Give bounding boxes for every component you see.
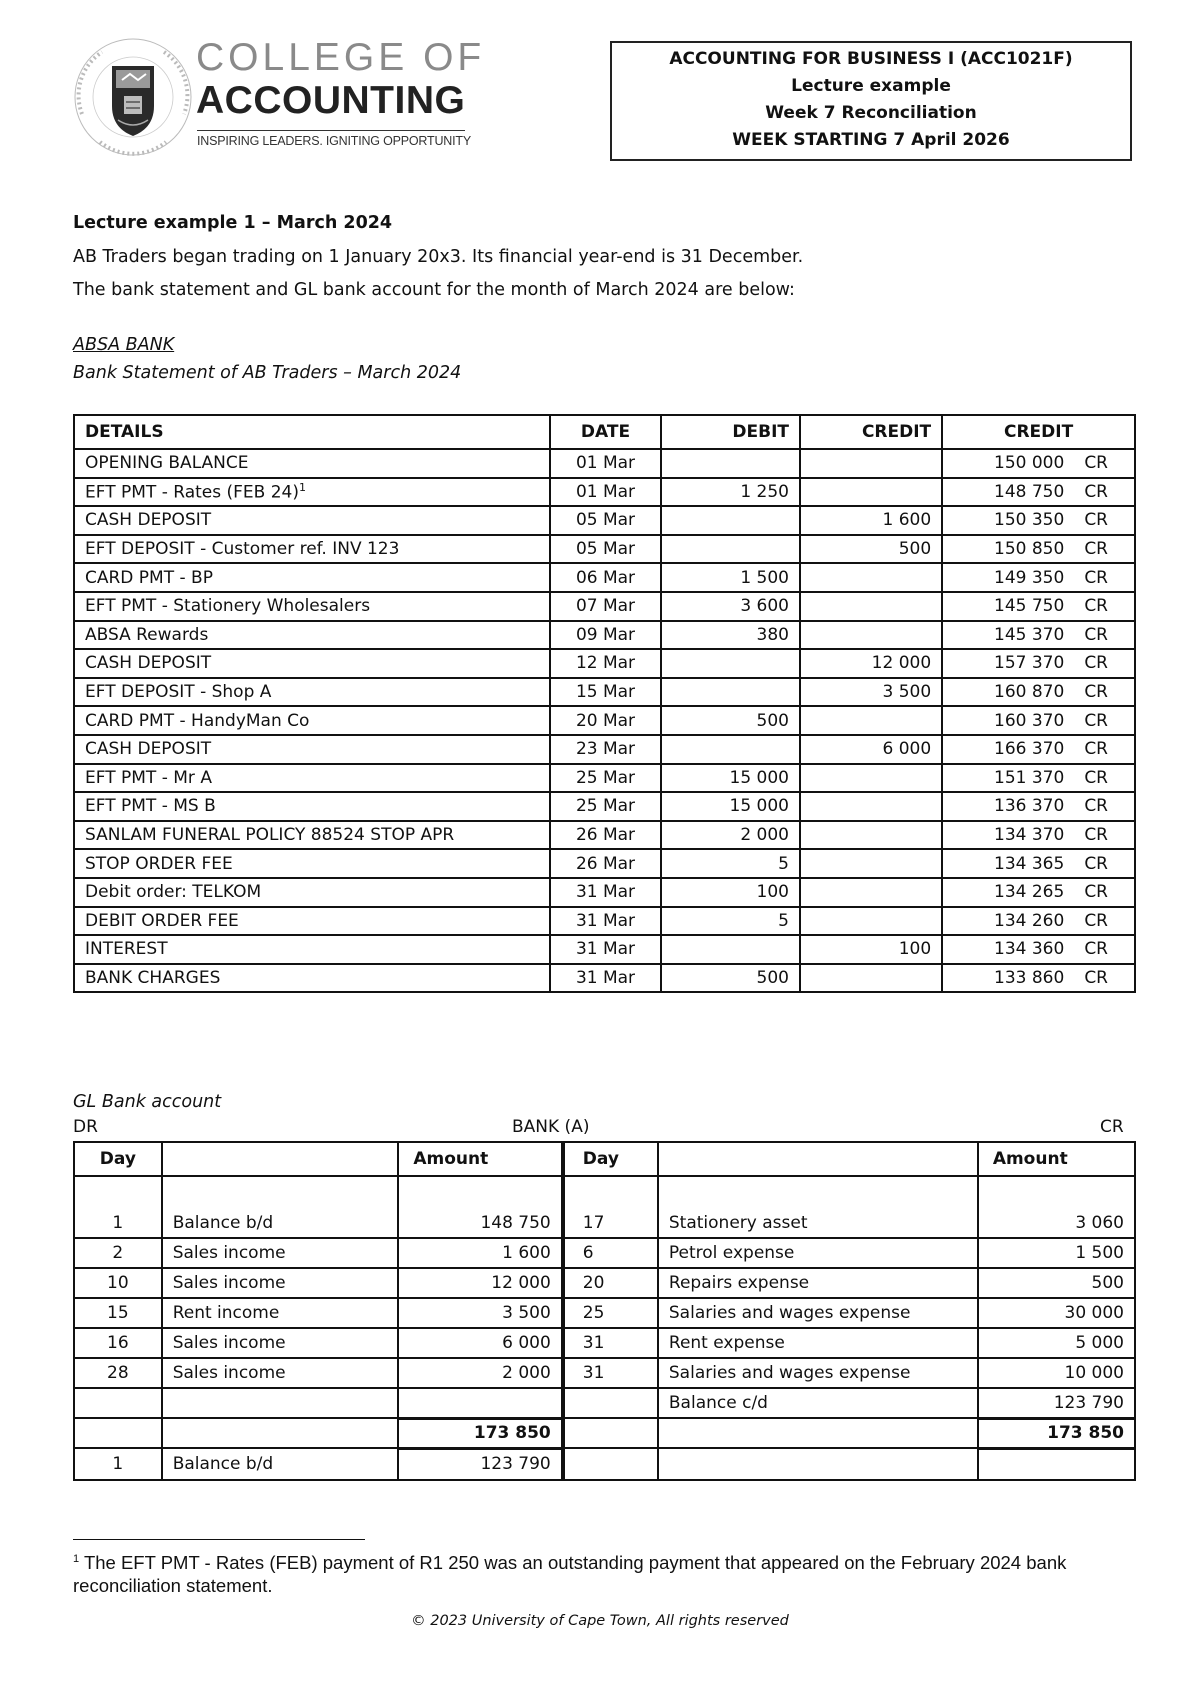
balance-cell xyxy=(942,764,1135,793)
details-text: BANK CHARGES xyxy=(85,967,221,988)
details-text: CASH DEPOSIT xyxy=(85,653,212,674)
date-cell: 26 Mar xyxy=(550,821,660,850)
table-row xyxy=(74,821,1135,850)
gl-amount-right: 3 060 xyxy=(978,1176,1135,1238)
gl-desc-right: Stationery asset xyxy=(658,1176,978,1238)
copyright: © 2023 University of Cape Town, All rights reserved xyxy=(411,1613,789,1629)
credit-cell xyxy=(800,792,942,821)
date-cell: 06 Mar xyxy=(550,563,660,592)
gl-row xyxy=(74,1358,1135,1388)
gl-day-right xyxy=(563,1388,658,1418)
gl-closing-day: 1 xyxy=(74,1448,162,1480)
week-start: WEEK STARTING 7 April 2026 xyxy=(732,130,1010,150)
balance-amount: 134 370 xyxy=(994,825,1065,846)
gl-desc-right: Petrol expense xyxy=(658,1238,978,1268)
details-cell xyxy=(74,735,550,764)
gl-row xyxy=(74,1268,1135,1298)
date-cell: 12 Mar xyxy=(550,649,660,678)
table-row xyxy=(74,621,1135,650)
table-row xyxy=(74,907,1135,936)
balance-cell xyxy=(942,935,1135,964)
balance-type: CR xyxy=(1084,939,1108,960)
debit-cell: 5 xyxy=(661,849,800,878)
credit-cell xyxy=(800,449,942,478)
gl-total-row xyxy=(74,1418,1135,1448)
details-cell xyxy=(74,506,550,535)
credit-cell: 100 xyxy=(800,935,942,964)
debit-cell: 100 xyxy=(661,878,800,907)
credit-cell xyxy=(800,478,942,507)
credit-cell xyxy=(800,849,942,878)
date-cell: 05 Mar xyxy=(550,535,660,564)
logo-divider xyxy=(197,130,465,131)
footnote-text: The EFT PMT - Rates (FEB) payment of R1 250 was an outstanding payment that appeared on the February 2024 bank reconciliation statement. xyxy=(73,1552,1067,1597)
gl-desc-right: Salaries and wages expense xyxy=(658,1358,978,1388)
credit-cell xyxy=(800,592,942,621)
table-row xyxy=(74,792,1135,821)
balance-type: CR xyxy=(1084,853,1108,874)
gl-col-day-right: Day xyxy=(563,1142,658,1176)
gl-day-right: 20 xyxy=(563,1268,658,1298)
details-cell xyxy=(74,592,550,621)
credit-cell xyxy=(800,563,942,592)
gl-amount-left: 3 500 xyxy=(398,1298,562,1328)
bank-statement-table xyxy=(73,414,1136,993)
balance-type: CR xyxy=(1084,710,1108,731)
credit-cell xyxy=(800,706,942,735)
details-cell xyxy=(74,449,550,478)
balance-amount: 134 265 xyxy=(994,882,1065,903)
balance-type: CR xyxy=(1084,539,1108,560)
gl-amount-right: 1 500 xyxy=(978,1238,1135,1268)
balance-amount: 133 860 xyxy=(994,967,1065,988)
balance-type: CR xyxy=(1084,796,1108,817)
details-text: OPENING BALANCE xyxy=(85,453,249,474)
date-cell: 07 Mar xyxy=(550,592,660,621)
table-row xyxy=(74,563,1135,592)
balance-amount: 150 350 xyxy=(994,510,1065,531)
date-cell: 01 Mar xyxy=(550,449,660,478)
balance-amount: 136 370 xyxy=(994,796,1065,817)
credit-cell xyxy=(800,964,942,993)
gl-amount-right: 10 000 xyxy=(978,1358,1135,1388)
bank-name: ABSA BANK xyxy=(73,335,175,355)
balance-amount: 157 370 xyxy=(994,653,1065,674)
date-cell: 20 Mar xyxy=(550,706,660,735)
debit-cell xyxy=(661,678,800,707)
gl-row xyxy=(74,1388,1135,1418)
balance-amount: 160 870 xyxy=(994,682,1065,703)
debit-cell xyxy=(661,735,800,764)
gl-day-left: 10 xyxy=(74,1268,162,1298)
debit-cell: 1 500 xyxy=(661,563,800,592)
gl-row xyxy=(74,1298,1135,1328)
balance-type: CR xyxy=(1084,624,1108,645)
details-cell xyxy=(74,964,550,993)
gl-title: GL Bank account xyxy=(73,1092,222,1112)
balance-type: CR xyxy=(1084,510,1108,531)
table-row xyxy=(74,849,1135,878)
gl-empty xyxy=(563,1448,658,1480)
footnote xyxy=(73,1548,1133,1597)
date-cell: 26 Mar xyxy=(550,849,660,878)
balance-amount: 150 000 xyxy=(994,453,1065,474)
details-text: EFT PMT - Stationery Wholesalers xyxy=(85,596,371,617)
gl-desc-right: Balance c/d xyxy=(658,1388,978,1418)
gl-dr-label: DR xyxy=(73,1117,98,1137)
details-text: SANLAM FUNERAL POLICY 88524 STOP APR xyxy=(85,825,455,846)
table-row xyxy=(74,506,1135,535)
gl-amount-left xyxy=(398,1388,562,1418)
gl-col-amount-right: Amount xyxy=(978,1142,1135,1176)
details-cell xyxy=(74,849,550,878)
gl-empty xyxy=(658,1418,978,1448)
gl-desc-left: Balance b/d xyxy=(162,1176,399,1238)
details-cell xyxy=(74,821,550,850)
gl-desc-left: Sales income xyxy=(162,1358,399,1388)
details-text: DEBIT ORDER FEE xyxy=(85,910,239,931)
details-cell xyxy=(74,535,550,564)
gl-amount-left: 2 000 xyxy=(398,1358,562,1388)
gl-amount-right: 500 xyxy=(978,1268,1135,1298)
gl-row xyxy=(74,1238,1135,1268)
gl-bank-account-table xyxy=(73,1141,1136,1481)
details-text: EFT DEPOSIT - Shop A xyxy=(85,682,272,703)
gl-day-right: 17 xyxy=(563,1176,658,1238)
balance-cell xyxy=(942,678,1135,707)
balance-amount: 160 370 xyxy=(994,710,1065,731)
details-cell xyxy=(74,478,550,507)
balance-cell xyxy=(942,621,1135,650)
debit-cell xyxy=(661,535,800,564)
balance-cell xyxy=(942,878,1135,907)
details-text: EFT PMT - MS B xyxy=(85,796,216,817)
gl-closing-row xyxy=(74,1448,1135,1480)
gl-row xyxy=(74,1176,1135,1238)
gl-amount-left: 148 750 xyxy=(398,1176,562,1238)
balance-amount: 134 365 xyxy=(994,853,1065,874)
table-row xyxy=(74,449,1135,478)
gl-closing-amount: 123 790 xyxy=(398,1448,562,1480)
balance-type: CR xyxy=(1084,453,1108,474)
intro-line-2: The bank statement and GL bank account for the month of March 2024 are below: xyxy=(73,280,795,300)
credit-cell xyxy=(800,878,942,907)
bank-header-row xyxy=(74,415,1135,449)
debit-cell xyxy=(661,449,800,478)
table-row xyxy=(74,878,1135,907)
balance-type: CR xyxy=(1084,567,1108,588)
balance-amount: 134 360 xyxy=(994,939,1065,960)
balance-cell xyxy=(942,592,1135,621)
credit-cell xyxy=(800,764,942,793)
gl-desc-left: Sales income xyxy=(162,1268,399,1298)
date-cell: 15 Mar xyxy=(550,678,660,707)
details-text: CASH DEPOSIT xyxy=(85,510,212,531)
gl-day-left: 16 xyxy=(74,1328,162,1358)
gl-col-amount-left: Amount xyxy=(398,1142,562,1176)
col-credit: CREDIT xyxy=(800,415,942,449)
table-row xyxy=(74,935,1135,964)
credit-cell: 500 xyxy=(800,535,942,564)
details-text: CARD PMT - HandyMan Co xyxy=(85,710,310,731)
balance-amount: 134 260 xyxy=(994,910,1065,931)
doc-type: Lecture example xyxy=(791,76,951,96)
logo-accounting: ACCOUNTING xyxy=(196,79,466,122)
debit-cell: 5 xyxy=(661,907,800,936)
details-text: EFT DEPOSIT - Customer ref. INV 123 xyxy=(85,539,400,560)
details-cell xyxy=(74,706,550,735)
date-cell: 25 Mar xyxy=(550,764,660,793)
intro-line-1: AB Traders began trading on 1 January 20x3. Its financial year-end is 31 December. xyxy=(73,247,804,267)
gl-empty xyxy=(563,1418,658,1448)
balance-amount: 150 850 xyxy=(994,539,1065,560)
table-row xyxy=(74,678,1135,707)
gl-empty xyxy=(658,1448,978,1480)
gl-amount-right: 5 000 xyxy=(978,1328,1135,1358)
details-text: EFT PMT - Mr A xyxy=(85,767,212,788)
credit-cell: 12 000 xyxy=(800,649,942,678)
example-heading: Lecture example 1 – March 2024 xyxy=(73,213,393,233)
details-cell xyxy=(74,563,550,592)
details-cell xyxy=(74,621,550,650)
gl-empty xyxy=(978,1448,1135,1480)
details-cell xyxy=(74,907,550,936)
details-cell xyxy=(74,649,550,678)
gl-col-desc-left xyxy=(162,1142,399,1176)
footnote-divider xyxy=(73,1539,365,1540)
balance-cell xyxy=(942,706,1135,735)
details-cell xyxy=(74,764,550,793)
gl-day-right: 31 xyxy=(563,1358,658,1388)
credit-cell: 3 500 xyxy=(800,678,942,707)
balance-amount: 166 370 xyxy=(994,739,1065,760)
debit-cell: 500 xyxy=(661,706,800,735)
details-cell xyxy=(74,678,550,707)
balance-cell xyxy=(942,506,1135,535)
date-cell: 05 Mar xyxy=(550,506,660,535)
gl-total-right: 173 850 xyxy=(978,1418,1135,1448)
balance-type: CR xyxy=(1084,596,1108,617)
balance-amount: 149 350 xyxy=(994,567,1065,588)
footnote-marker: 1 xyxy=(73,1553,80,1565)
gl-amount-left: 1 600 xyxy=(398,1238,562,1268)
details-text: EFT PMT - Rates (FEB 24) xyxy=(85,482,299,503)
gl-day-left: 1 xyxy=(74,1176,162,1238)
gl-desc-right: Salaries and wages expense xyxy=(658,1298,978,1328)
balance-cell xyxy=(942,735,1135,764)
credit-cell: 6 000 xyxy=(800,735,942,764)
details-text: Debit order: TELKOM xyxy=(85,882,262,903)
course-title: ACCOUNTING FOR BUSINESS I (ACC1021F) xyxy=(669,49,1073,69)
gl-day-left: 28 xyxy=(74,1358,162,1388)
balance-amount: 151 370 xyxy=(994,767,1065,788)
details-text: ABSA Rewards xyxy=(85,624,209,645)
gl-amount-right: 123 790 xyxy=(978,1388,1135,1418)
gl-cr-label: CR xyxy=(1100,1117,1124,1137)
gl-day-left: 2 xyxy=(74,1238,162,1268)
gl-desc-left: Sales income xyxy=(162,1328,399,1358)
gl-amount-left: 6 000 xyxy=(398,1328,562,1358)
date-cell: 23 Mar xyxy=(550,735,660,764)
date-cell: 01 Mar xyxy=(550,478,660,507)
debit-cell xyxy=(661,649,800,678)
uct-seal-logo xyxy=(72,36,194,158)
course-header-box xyxy=(610,41,1132,161)
gl-amount-left: 12 000 xyxy=(398,1268,562,1298)
date-cell: 31 Mar xyxy=(550,878,660,907)
gl-desc-left: Sales income xyxy=(162,1238,399,1268)
balance-cell xyxy=(942,649,1135,678)
balance-cell xyxy=(942,964,1135,993)
balance-cell xyxy=(942,563,1135,592)
details-cell xyxy=(74,792,550,821)
balance-type: CR xyxy=(1084,739,1108,760)
gl-day-right: 31 xyxy=(563,1328,658,1358)
logo-tagline: INSPIRING LEADERS. IGNITING OPPORTUNITY xyxy=(197,134,471,148)
gl-desc-right: Rent expense xyxy=(658,1328,978,1358)
gl-empty xyxy=(162,1418,399,1448)
debit-cell: 15 000 xyxy=(661,792,800,821)
debit-cell: 1 250 xyxy=(661,478,800,507)
balance-amount: 148 750 xyxy=(994,481,1065,502)
credit-cell xyxy=(800,821,942,850)
balance-cell xyxy=(942,449,1135,478)
gl-total-left: 173 850 xyxy=(398,1418,562,1448)
table-row xyxy=(74,649,1135,678)
balance-type: CR xyxy=(1084,682,1108,703)
table-row xyxy=(74,764,1135,793)
balance-type: CR xyxy=(1084,481,1108,502)
date-cell: 31 Mar xyxy=(550,935,660,964)
balance-cell xyxy=(942,907,1135,936)
gl-day-left xyxy=(74,1388,162,1418)
gl-account-name: BANK (A) xyxy=(512,1117,590,1137)
col-balance: CREDIT xyxy=(942,415,1135,449)
table-row xyxy=(74,735,1135,764)
balance-type: CR xyxy=(1084,767,1108,788)
gl-empty xyxy=(74,1418,162,1448)
balance-type: CR xyxy=(1084,825,1108,846)
col-details: DETAILS xyxy=(74,415,550,449)
gl-desc-left xyxy=(162,1388,399,1418)
details-cell xyxy=(74,878,550,907)
table-row xyxy=(74,964,1135,993)
debit-cell xyxy=(661,506,800,535)
details-text: INTEREST xyxy=(85,939,168,960)
gl-closing-desc: Balance b/d xyxy=(162,1448,399,1480)
balance-type: CR xyxy=(1084,967,1108,988)
col-date: DATE xyxy=(550,415,660,449)
balance-cell xyxy=(942,478,1135,507)
details-text: CASH DEPOSIT xyxy=(85,739,212,760)
gl-day-left: 15 xyxy=(74,1298,162,1328)
gl-row xyxy=(74,1328,1135,1358)
statement-title: Bank Statement of AB Traders – March 2024 xyxy=(73,363,462,383)
details-cell xyxy=(74,935,550,964)
credit-cell: 1 600 xyxy=(800,506,942,535)
logo-college-of: COLLEGE OF xyxy=(196,36,486,79)
debit-cell: 15 000 xyxy=(661,764,800,793)
balance-type: CR xyxy=(1084,653,1108,674)
balance-cell xyxy=(942,792,1135,821)
debit-cell: 500 xyxy=(661,964,800,993)
gl-amount-right: 30 000 xyxy=(978,1298,1135,1328)
debit-cell: 2 000 xyxy=(661,821,800,850)
debit-cell: 3 600 xyxy=(661,592,800,621)
balance-type: CR xyxy=(1084,910,1108,931)
table-row xyxy=(74,535,1135,564)
balance-cell xyxy=(942,849,1135,878)
credit-cell xyxy=(800,907,942,936)
table-row xyxy=(74,478,1135,507)
gl-day-right: 6 xyxy=(563,1238,658,1268)
table-row xyxy=(74,592,1135,621)
table-row xyxy=(74,706,1135,735)
gl-desc-right: Repairs expense xyxy=(658,1268,978,1298)
date-cell: 31 Mar xyxy=(550,907,660,936)
date-cell: 31 Mar xyxy=(550,964,660,993)
balance-amount: 145 370 xyxy=(994,624,1065,645)
gl-header-row xyxy=(74,1142,1135,1176)
gl-desc-left: Rent income xyxy=(162,1298,399,1328)
details-text: STOP ORDER FEE xyxy=(85,853,233,874)
debit-cell: 380 xyxy=(661,621,800,650)
balance-cell xyxy=(942,535,1135,564)
gl-day-right: 25 xyxy=(563,1298,658,1328)
week-topic: Week 7 Reconciliation xyxy=(765,103,977,123)
gl-col-desc-right xyxy=(658,1142,978,1176)
col-debit: DEBIT xyxy=(661,415,800,449)
debit-cell xyxy=(661,935,800,964)
date-cell: 25 Mar xyxy=(550,792,660,821)
gl-col-day-left: Day xyxy=(74,1142,162,1176)
balance-type: CR xyxy=(1084,882,1108,903)
credit-cell xyxy=(800,621,942,650)
balance-cell xyxy=(942,821,1135,850)
footnote-ref: 1 xyxy=(298,481,306,495)
date-cell: 09 Mar xyxy=(550,621,660,650)
balance-amount: 145 750 xyxy=(994,596,1065,617)
details-text: CARD PMT - BP xyxy=(85,567,213,588)
